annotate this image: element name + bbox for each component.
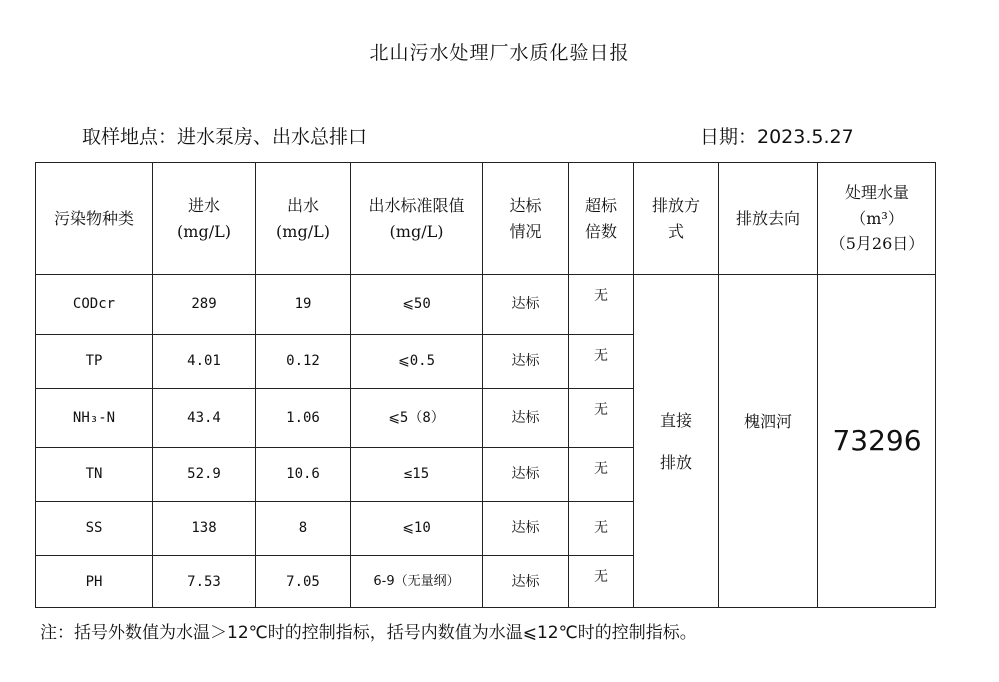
header-pollutant: 污染物种类	[35, 162, 152, 274]
report-date: 日期：2023.5.27	[700, 126, 854, 148]
row-tp-exceed: 无	[568, 334, 633, 388]
header-discharge-method	[633, 162, 718, 274]
discharge-dest-cell: 槐泗河	[718, 274, 817, 608]
header-influent	[152, 162, 255, 274]
treated-volume-cell: 73296	[817, 274, 936, 608]
header-exceed-line2: 倍数	[584, 221, 617, 241]
row-codcr-name: CODcr	[35, 274, 152, 334]
header-volume-date: （5月26日）	[829, 234, 925, 254]
header-compliance	[482, 162, 568, 274]
row-tn-status: 达标	[482, 447, 568, 501]
header-volume-unit: （m³）	[850, 208, 904, 228]
row-tn-name: TN	[35, 447, 152, 501]
row-ss-influent: 138	[152, 501, 255, 555]
row-ss-exceed: 无	[568, 501, 633, 555]
header-discharge-method-line1: 排放方	[651, 195, 700, 215]
header-limit	[350, 162, 482, 274]
water-quality-table	[35, 162, 936, 608]
row-ph-status: 达标	[482, 555, 568, 608]
row-tp-effluent: 0.12	[255, 334, 350, 388]
row-nh3n-exceed: 无	[568, 388, 633, 447]
header-influent-label: 进水	[187, 195, 220, 215]
row-ph-influent: 7.53	[152, 555, 255, 608]
header-exceed-line1: 超标	[584, 195, 617, 215]
row-ph-effluent: 7.05	[255, 555, 350, 608]
row-tn-exceed: 无	[568, 447, 633, 501]
row-codcr-limit: ⩽50	[350, 274, 482, 334]
header-effluent-unit: (mg/L)	[276, 221, 330, 241]
row-nh3n-influent: 43.4	[152, 388, 255, 447]
row-ph-limit: 6-9（无量纲）	[350, 555, 482, 608]
row-ss-status: 达标	[482, 501, 568, 555]
header-volume	[817, 162, 936, 274]
discharge-method-line2: 排放	[659, 452, 692, 472]
discharge-method-cell	[633, 274, 718, 608]
row-tn-influent: 52.9	[152, 447, 255, 501]
header-discharge-method-line2: 式	[667, 221, 684, 241]
row-tn-effluent: 10.6	[255, 447, 350, 501]
row-ss-name: SS	[35, 501, 152, 555]
header-limit-unit: (mg/L)	[389, 221, 444, 241]
row-nh3n-name: NH₃-N	[35, 388, 152, 447]
footnote: 注：括号外数值为水温＞12℃时的控制指标，括号内数值为水温⩽12℃时的控制指标。	[40, 623, 697, 643]
row-codcr-status: 达标	[482, 274, 568, 334]
row-tp-status: 达标	[482, 334, 568, 388]
header-influent-unit: (mg/L)	[177, 221, 231, 241]
row-nh3n-limit: ⩽5（8）	[350, 388, 482, 447]
header-effluent-label: 出水	[286, 195, 319, 215]
discharge-method-line1: 直接	[659, 410, 692, 430]
row-codcr-influent: 289	[152, 274, 255, 334]
row-ph-exceed: 无	[568, 555, 633, 608]
header-effluent	[255, 162, 350, 274]
header-limit-label: 出水标准限值	[368, 195, 465, 215]
row-tn-limit: ≤15	[350, 447, 482, 501]
row-codcr-effluent: 19	[255, 274, 350, 334]
row-tp-name: TP	[35, 334, 152, 388]
row-ss-effluent: 8	[255, 501, 350, 555]
sampling-location: 取样地点：进水泵房、出水总排口	[82, 126, 368, 148]
row-tp-influent: 4.01	[152, 334, 255, 388]
header-discharge-dest: 排放去向	[718, 162, 817, 274]
header-volume-label: 处理水量	[844, 183, 909, 203]
header-compliance-line1: 达标	[509, 195, 542, 215]
header-compliance-line2: 情况	[509, 221, 542, 241]
row-nh3n-status: 达标	[482, 388, 568, 447]
row-ss-limit: ⩽10	[350, 501, 482, 555]
header-exceed	[568, 162, 633, 274]
row-codcr-exceed: 无	[568, 274, 633, 334]
row-tp-limit: ⩽0.5	[350, 334, 482, 388]
report-title: 北山污水处理厂水质化验日报	[369, 42, 630, 64]
row-ph-name: PH	[35, 555, 152, 608]
row-nh3n-effluent: 1.06	[255, 388, 350, 447]
